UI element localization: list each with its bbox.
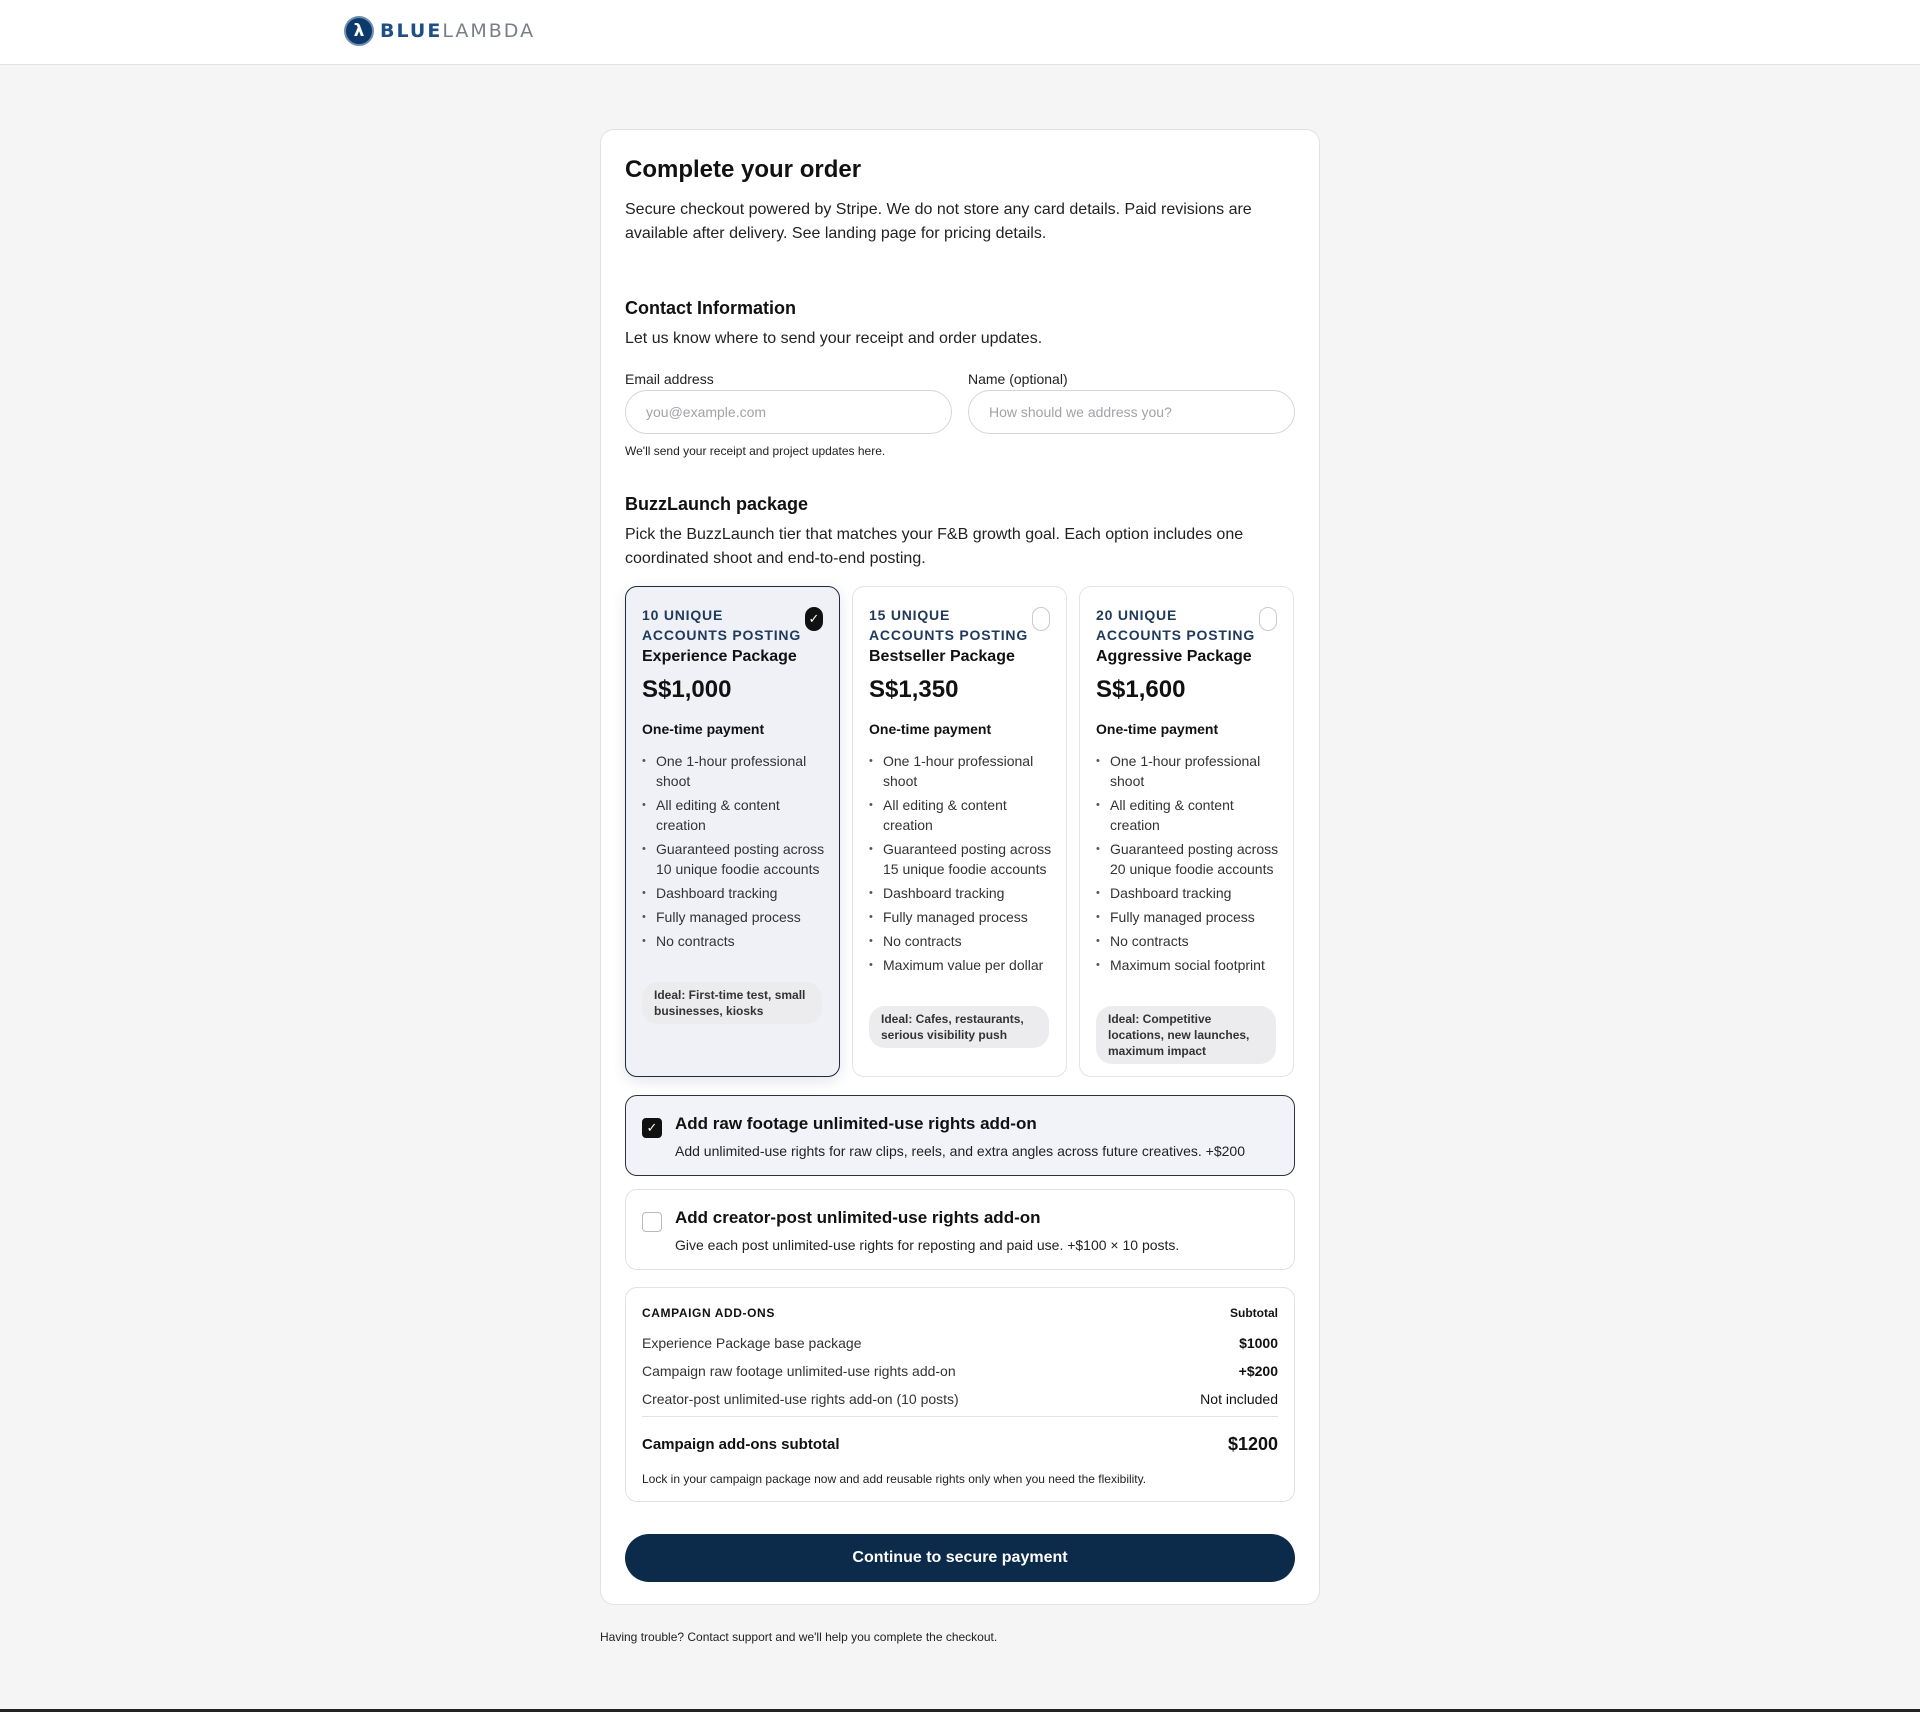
creator-post-addon[interactable]: [625, 1189, 1295, 1270]
email-field[interactable]: you@example.com: [625, 390, 952, 434]
logo-word-blue: BLUE: [380, 20, 443, 42]
summary-row: [642, 1391, 1278, 1407]
feature-item: • Dashboard tracking: [642, 883, 827, 903]
summary-row-label: Campaign raw footage unlimited-use rights add-on: [642, 1363, 956, 1379]
feature-item: • Maximum social footprint: [1096, 955, 1281, 975]
feature-item: • One 1-hour professional shoot: [869, 751, 1054, 791]
package-tier: 15 UNIQUE ACCOUNTS POSTING: [869, 607, 1029, 643]
checkout-card: [600, 129, 1320, 1605]
package-price: S$1,600: [1096, 676, 1186, 703]
package-card-experience[interactable]: [625, 586, 840, 1077]
feature-item: • Fully managed process: [642, 907, 827, 927]
bluelambda-logo[interactable]: [344, 15, 535, 47]
feature-item: • Guaranteed posting across 15 unique foodie accounts: [869, 839, 1054, 879]
top-navigation-bar: [0, 0, 1920, 65]
checkout-intro: Secure checkout powered by Stripe. We do not store any card details. Paid revisions are available after delivery. See landing page for pricing details.: [625, 201, 1252, 242]
package-card-aggressive[interactable]: [1079, 586, 1294, 1077]
package-feature-list: [642, 751, 827, 955]
addon-title: Add creator-post unlimited-use rights add-on: [675, 1208, 1041, 1227]
package-feature-list: [869, 751, 1054, 979]
name-field[interactable]: How should we address you?: [968, 390, 1295, 434]
package-payment-type: One-time payment: [869, 721, 992, 737]
summary-row-label: Experience Package base package: [642, 1335, 862, 1351]
package-radio[interactable]: [1259, 607, 1277, 631]
feature-item: • One 1-hour professional shoot: [642, 751, 827, 791]
summary-note: Lock in your campaign package now and add reusable rights only when you need the flexibility.: [642, 1472, 1147, 1486]
addon-title: Add raw footage unlimited-use rights add-on: [675, 1114, 1037, 1133]
feature-item: • Guaranteed posting across 20 unique foodie accounts: [1096, 839, 1281, 879]
feature-item: • Dashboard tracking: [869, 883, 1054, 903]
summary-total-value: $1200: [1227, 1434, 1278, 1454]
logo-wordmark: [380, 20, 535, 42]
feature-item: • Guaranteed posting across 10 unique foodie accounts: [642, 839, 827, 879]
package-tier: 20 UNIQUE ACCOUNTS POSTING: [1096, 607, 1256, 643]
summary-row: [642, 1335, 1278, 1351]
checkmark-icon[interactable]: ✓: [805, 607, 823, 631]
summary-header: [642, 1306, 1278, 1320]
email-label: Email address: [625, 371, 714, 387]
feature-item: • One 1-hour professional shoot: [1096, 751, 1281, 791]
package-price: S$1,350: [869, 676, 959, 703]
lambda-logo-icon: λ: [344, 16, 374, 46]
package-name: Experience Package: [642, 648, 797, 665]
package-name: Aggressive Package: [1096, 648, 1252, 665]
package-name: Bestseller Package: [869, 648, 1015, 665]
package-section-subtitle: Pick the BuzzLaunch tier that matches your F&B growth goal. Each option includes one coordinated shoot and end-to-end posting.: [625, 526, 1244, 567]
logo-word-lambda: LAMBDA: [442, 20, 536, 42]
feature-item: • All editing & content creation: [1096, 795, 1281, 835]
page-title: Complete your order: [625, 156, 862, 183]
name-label: Name (optional): [968, 371, 1068, 387]
feature-item: • Fully managed process: [1096, 907, 1281, 927]
summary-row-value: $1000: [1239, 1335, 1278, 1351]
summary-total-row: [642, 1434, 1278, 1455]
feature-item: • All editing & content creation: [869, 795, 1054, 835]
continue-to-payment-button[interactable]: Continue to secure payment: [625, 1534, 1295, 1582]
package-payment-type: One-time payment: [642, 721, 765, 737]
summary-subtotal-label: Subtotal: [1230, 1306, 1278, 1320]
feature-item: • Fully managed process: [869, 907, 1054, 927]
package-ideal-badge: Ideal: First-time test, small businesses, kiosks: [642, 982, 822, 1024]
raw-footage-addon[interactable]: [625, 1095, 1295, 1176]
summary-row-value: +$200: [1238, 1363, 1278, 1379]
email-hint: We'll send your receipt and project updates here.: [625, 444, 886, 458]
summary-row: [642, 1363, 1278, 1379]
package-ideal-badge: Ideal: Cafes, restaurants, serious visibility push: [869, 1006, 1049, 1048]
addon-checkbox[interactable]: [642, 1212, 662, 1232]
order-summary: [625, 1287, 1295, 1502]
checkmark-icon[interactable]: ✓: [642, 1118, 662, 1138]
feature-item: • No contracts: [642, 931, 827, 951]
package-price: S$1,000: [642, 676, 732, 703]
package-radio[interactable]: [1032, 607, 1050, 631]
summary-row-value: Not included: [1200, 1391, 1278, 1407]
package-card-bestseller[interactable]: [852, 586, 1067, 1077]
package-section-title: BuzzLaunch package: [625, 494, 809, 514]
feature-item: • Dashboard tracking: [1096, 883, 1281, 903]
contact-section-subtitle: Let us know where to send your receipt and order updates.: [625, 330, 1043, 347]
feature-item: • No contracts: [869, 931, 1054, 951]
summary-divider: [642, 1416, 1278, 1417]
package-ideal-badge: Ideal: Competitive locations, new launches, maximum impact: [1096, 1006, 1276, 1064]
feature-item: • Maximum value per dollar: [869, 955, 1054, 975]
summary-heading: CAMPAIGN ADD-ONS: [642, 1306, 775, 1320]
addon-description: Add unlimited-use rights for raw clips, reels, and extra angles across future creatives. +$200: [675, 1143, 1246, 1159]
addon-description: Give each post unlimited-use rights for reposting and paid use. +$100 × 10 posts.: [675, 1237, 1180, 1253]
contact-section-title: Contact Information: [625, 298, 796, 318]
feature-item: • All editing & content creation: [642, 795, 827, 835]
support-footnote: Having trouble? Contact support and we'll help you complete the checkout.: [600, 1630, 998, 1644]
summary-total-label: Campaign add-ons subtotal: [642, 1436, 840, 1453]
package-feature-list: [1096, 751, 1281, 979]
summary-row-label: Creator-post unlimited-use rights add-on (10 posts): [642, 1391, 959, 1407]
package-payment-type: One-time payment: [1096, 721, 1219, 737]
package-tier: 10 UNIQUE ACCOUNTS POSTING: [642, 607, 802, 643]
feature-item: • No contracts: [1096, 931, 1281, 951]
